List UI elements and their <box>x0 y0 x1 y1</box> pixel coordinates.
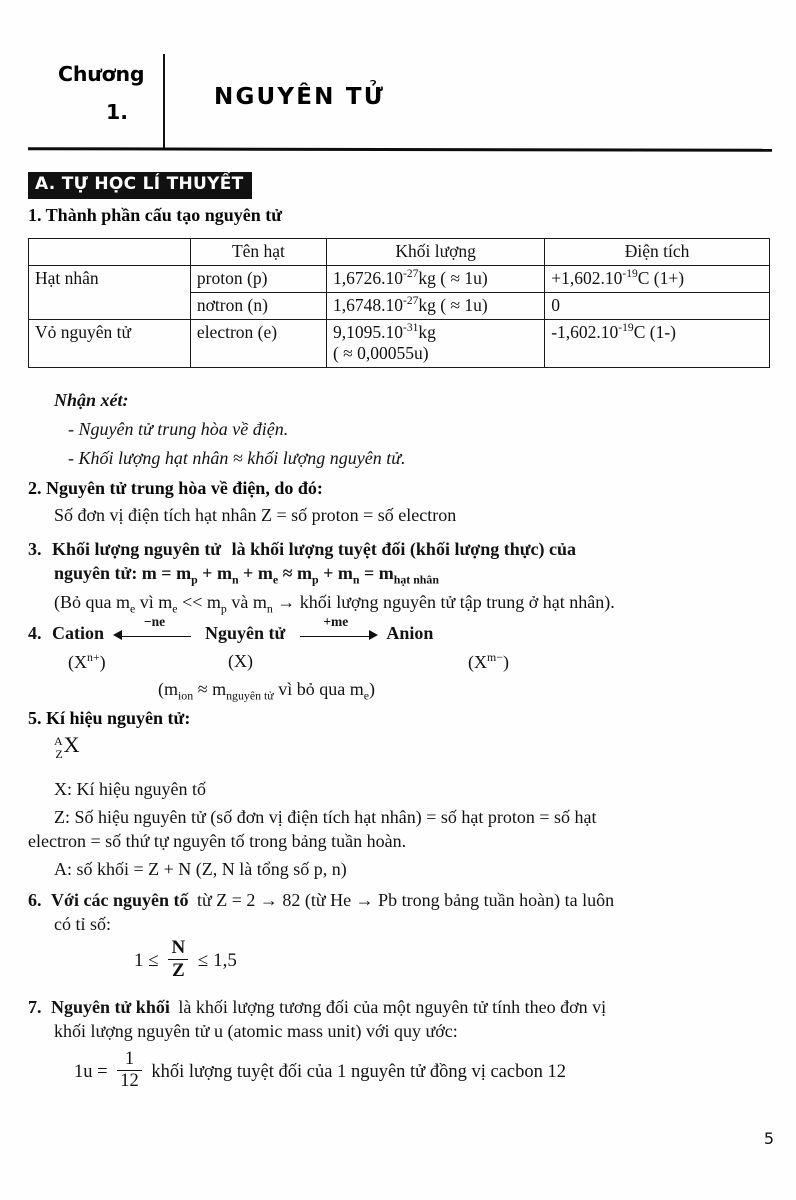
item-7-rest: là khối lượng tương đối của một nguyên tử tính theo đơn vị <box>178 997 607 1017</box>
isotope-atomic-number: Z <box>55 746 63 761</box>
item-3-note-open: (Bỏ qua m <box>54 592 130 612</box>
sub-e: e <box>272 572 279 587</box>
sub-n: n <box>231 572 239 587</box>
heading-item-5: 5. Kí hiệu nguyên tử: <box>28 708 191 728</box>
cell-group-nucleus: Hạt nhân <box>29 266 191 293</box>
fraction-denominator: Z <box>171 959 185 981</box>
table-header-cell-2: Khối lượng <box>326 239 544 266</box>
sub-hat-nhan: hạt nhân <box>393 572 439 587</box>
table-header-cell-3: Điện tích <box>545 239 770 266</box>
approx-1: ≈ <box>282 563 293 583</box>
isotope-element-symbol: X <box>63 732 80 757</box>
page-number: 5 <box>763 1129 774 1148</box>
item-4-center: Nguyên tử <box>205 623 286 643</box>
equals-1: = <box>363 563 375 583</box>
chapter-label-block <box>28 52 162 144</box>
notes-title: Nhận xét: <box>54 390 129 410</box>
cell-group-shell: Vỏ nguyên tử <box>29 320 191 368</box>
table-header-row <box>29 239 770 266</box>
item-4-number: 4. <box>28 623 42 643</box>
fraction-N-over-Z <box>168 938 188 981</box>
item-5-line-Z-cont: electron = số thứ tự nguyên tố trong bảng tuần hoàn. <box>28 831 407 851</box>
item-7-formula <box>74 1049 566 1094</box>
arrow-right-head <box>369 630 378 640</box>
m-5: m <box>337 563 353 583</box>
chapter-vertical-divider <box>163 54 165 148</box>
item-3-lead: Khối lượng nguyên tử <box>52 539 222 559</box>
cell-name-proton: proton (p) <box>190 266 326 293</box>
item-7-formula-right: khối lượng tuyệt đối của 1 nguyên tử đồng vị cacbon 12 <box>151 1062 566 1083</box>
item-3-rest: là khối lượng tuyệt đối (khối lượng thực) của <box>231 539 577 559</box>
sub-p-2: p <box>311 572 319 587</box>
item-7-lead: Nguyên tử khối <box>51 997 170 1017</box>
item-6-rest: từ Z = 2 → 82 (từ He → Pb trong bảng tuần hoàn) ta luôn <box>196 890 615 910</box>
arrow-left-minus-ne <box>113 613 197 645</box>
plus-1: + <box>202 563 213 583</box>
plus-3: + <box>323 563 334 583</box>
m-2: m <box>216 563 232 583</box>
note-bullet-2: - Khối lượng hạt nhân ≈ khối lượng nguyên tử. <box>68 448 406 468</box>
item-6-line-1 <box>28 889 776 912</box>
sub-n-2: n <box>352 572 360 587</box>
cell-name-electron: electron (e) <box>190 320 326 368</box>
item-6-formula <box>134 937 237 983</box>
arrow-right-label: +me <box>323 613 349 629</box>
ion-atom-symbol: (X) <box>228 651 253 671</box>
ion-anion-symbol: $(X^{m-})$ <box>468 650 509 672</box>
heading-item-1: 1. Thành phần cấu tạo nguyên tử <box>28 205 283 225</box>
item-2-body: Số đơn vị điện tích hạt nhân Z = số proton = số electron <box>54 505 457 525</box>
cell-mass-electron: $9,1095.10^{-31}kg$ ( ≈ 0,00055u) <box>326 320 544 368</box>
item-3-note-mid-2: << m <box>182 592 221 612</box>
header-horizontal-rule <box>28 147 772 152</box>
arrow-left-label: −ne <box>143 613 166 629</box>
table-row <box>29 320 770 368</box>
item-6-formula-right: ≤ 1,5 <box>197 949 237 971</box>
m-4: m <box>296 563 312 583</box>
item-3-number: 3. <box>28 539 42 559</box>
isotope-notation <box>54 732 80 760</box>
m-3: m <box>257 563 273 583</box>
cell-mass-neutron: $1,6748.10^{-27}kg$ ( ≈ 1u) <box>326 293 544 320</box>
page-title: NGUYÊN TỬ <box>214 84 386 110</box>
chapter-number: 1. <box>106 100 129 124</box>
cell-charge-neutron: 0 <box>545 293 770 320</box>
item-5-line-X: X: Kí hiệu nguyên tố <box>54 779 206 799</box>
item-6-line-2: có tỉ số: <box>54 914 111 934</box>
item-4-line <box>28 613 434 645</box>
item-6-formula-left: 1 ≤ <box>134 949 159 971</box>
cell-mass-proton: $1,6726.10^{-27}kg$ ( ≈ 1u) <box>326 266 544 293</box>
arrow-right-plus-me <box>294 613 378 645</box>
chapter-word: Chương <box>58 62 145 86</box>
item-4-anion: Anion <box>386 623 434 643</box>
ion-mass-note: ($m_{ion} \approx m_{nguyên tử}$ vì bỏ qua $m_e$) <box>158 679 376 703</box>
heading-item-2: 2. Nguyên tử trung hòa về điện, do đó: <box>28 478 323 498</box>
item-3-line-1 <box>28 538 772 561</box>
item-7-formula-left: 1u = <box>74 1062 108 1083</box>
table-row <box>29 266 770 293</box>
item-6-number: 6. <box>28 890 42 910</box>
item-7-line-1 <box>28 996 780 1019</box>
table-header-cell-1: Tên hạt <box>190 239 326 266</box>
particle-composition-table <box>28 238 770 368</box>
sub-p-3: p <box>220 601 227 616</box>
item-6-lead: Với các nguyên tố <box>51 890 189 910</box>
fraction-numerator: N <box>171 937 186 958</box>
table-header-cell-0 <box>29 239 191 266</box>
item-7-number: 7. <box>28 997 42 1017</box>
item-4-cation: Cation <box>52 623 105 643</box>
sub-e-3: e <box>172 601 178 616</box>
table-row <box>29 293 770 320</box>
chapter-header <box>28 52 770 144</box>
cell-group-empty <box>29 293 191 320</box>
sub-p: p <box>191 572 198 587</box>
item-3-note-mid-1: vì m <box>139 592 173 612</box>
sub-e-2: e <box>130 601 136 616</box>
section-banner: A. TỰ HỌC LÍ THUYẾT <box>28 172 252 199</box>
cell-charge-electron: $-1,602.10^{-19}C$ (1-) <box>545 320 770 368</box>
item-3-formula <box>54 562 439 588</box>
fraction-denominator-2: 12 <box>120 1071 139 1092</box>
item-7-line-2: khối lượng nguyên tử u (atomic mass unit) với quy ước: <box>54 1021 458 1041</box>
isotope-A-Z <box>54 735 63 760</box>
plus-2: + <box>243 563 254 583</box>
note-bullet-1: - Nguyên tử trung hòa về điện. <box>68 419 289 439</box>
isotope-mass-number: A <box>54 734 63 749</box>
cell-name-neutron: nơtron (n) <box>190 293 326 320</box>
item-5-line-Z: Z: Số hiệu nguyên tử (số đơn vị điện tích hạt nhân) = số hạt proton = số hạt <box>54 807 597 827</box>
m-6: m <box>378 563 394 583</box>
fraction-numerator-2: 1 <box>124 1049 135 1069</box>
item-3-formula-prefix: nguyên tử: m = m <box>54 563 192 583</box>
fraction-one-over-twelve <box>117 1050 142 1092</box>
item-3-note-tail: → khối lượng nguyên tử tập trung ở hạt nhân). <box>277 592 615 612</box>
cell-charge-proton: $+1,602.10^{-19}C$ (1+) <box>545 266 770 293</box>
arrow-left-head <box>113 630 122 640</box>
arrow-left-shaft <box>119 636 191 638</box>
ion-cation-symbol: $(X^{n+})$ <box>68 650 106 672</box>
item-5-line-A: A: số khối = Z + N (Z, N là tổng số p, n) <box>54 859 347 879</box>
sub-n-3: n <box>266 601 273 616</box>
item-3-note-mid-3: và m <box>231 592 267 612</box>
arrow-right-shaft <box>300 636 372 638</box>
